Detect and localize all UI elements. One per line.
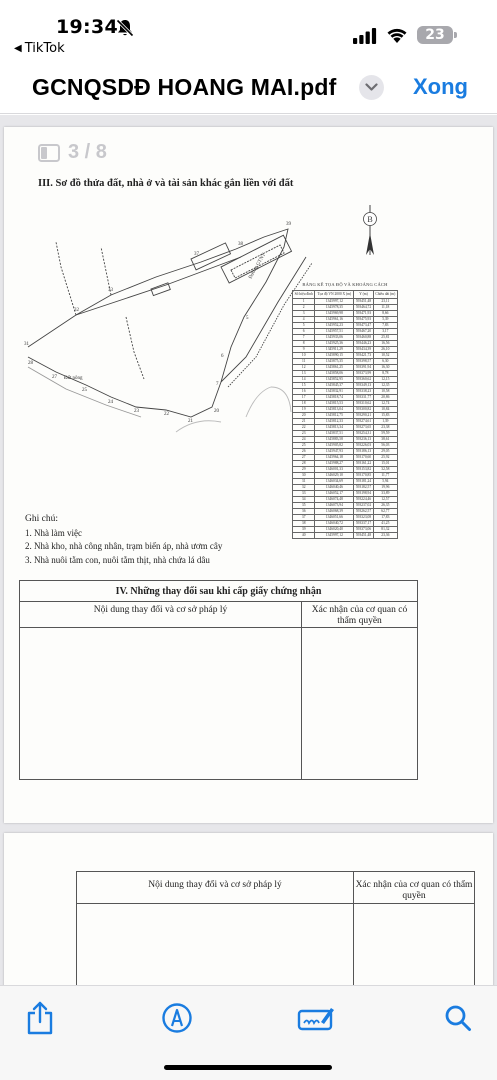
coordinate-table-cell: 1345969,98 [315,311,354,317]
coordinate-table-cell: 593421,73 [354,353,373,359]
back-triangle-icon: ◀ [14,43,22,54]
coordinate-table-cell: 22 [293,425,315,431]
svg-text:22: 22 [164,412,169,417]
svg-text:38: 38 [238,242,243,247]
coordinate-table-cell: 593373,99 [354,371,373,377]
coordinate-table-cell: 593349,13 [354,383,373,389]
coordinate-table-wrap [292,282,398,539]
coordinate-table-cell: 6 [293,329,315,335]
coordinate-table-cell: 5,39 [373,317,397,323]
note-item: 2. Nhà kho, nhà công nhân, trạm biến áp, nhà ươm cây [25,541,223,551]
coordinate-table-cell: 593398,57 [354,359,373,365]
coordinate-table-cell: 593464,72 [354,305,373,311]
coordinate-table-cell: 1345883,58 [315,437,354,443]
svg-text:31: 31 [24,342,29,347]
svg-text:Đường GTNT: Đường GTNT [248,252,268,280]
coordinate-table-cell: 593226,03 [354,443,373,449]
coordinate-table-cell: 593446,23 [354,341,373,347]
svg-text:28: 28 [28,361,33,366]
coordinate-table-cell: 17 [293,395,315,401]
markup-button[interactable] [157,998,197,1038]
coordinate-table-cell: 20,86 [373,395,397,401]
coordinate-table-cell: 593262,57 [354,509,373,515]
svg-text:39: 39 [286,222,291,227]
signal-icon [353,28,377,44]
document-title[interactable]: GCNQSDĐ HOANG MAI.pdf [32,74,337,100]
coordinate-table-cell: 1345997,12 [315,299,354,305]
bell-slash-icon [115,18,135,38]
coordinate-table-cell: 593198,94 [354,491,373,497]
coordinate-table-cell: 59,59 [373,431,397,437]
share-icon [25,1001,55,1035]
coordinate-table-cell: 39 [293,527,315,533]
page-indicator-label: 3 / 8 [68,141,107,163]
coordinate-table-cell: 593451,48 [354,299,373,305]
coordinate-table-cell: 1345957,51 [315,329,354,335]
coordinate-table-cell: 25 [293,443,315,449]
coordinate-table-cell: 1346074,48 [315,497,354,503]
coordinate-table-cell: 15,83 [373,413,397,419]
svg-text:20: 20 [214,409,219,414]
coordinate-table-cell: 12,74 [373,401,397,407]
changes-col-confirmation: Xác nhận của cơ quan có thẩm quyền [302,602,418,628]
coordinate-table-cell: 32 [293,485,315,491]
coordinate-table-cell: 12 [293,365,315,371]
svg-text:6: 6 [221,354,224,359]
coordinate-table-cell: 6,30 [373,359,397,365]
coordinate-table-cell: 19 [293,407,315,413]
coordinate-table-cell: 1345832,91 [315,389,354,395]
coordinate-table-cell: 35 [293,503,315,509]
coordinate-table-cell: 1345858,06 [315,371,354,377]
coordinate-table-cell: 1345890,15 [315,353,354,359]
changes-cell-content [20,628,302,780]
coordinate-table-cell: 593237,02 [354,503,373,509]
coordinate-table-cell: 7,83 [373,323,397,329]
coordinate-table-cell: 593181,24 [354,479,373,485]
coordinate-table-cell: 593451,48 [354,533,373,539]
coordinate-table-cell: 8,66 [373,311,397,317]
back-to-app-link[interactable] [14,41,65,56]
coordinate-table-cell: 17,83 [373,515,397,521]
status-time: 19:34 [56,16,118,38]
coordinate-table-cell: 31 [293,479,315,485]
home-indicator[interactable] [164,1065,332,1070]
coordinate-table-cell: 1345905,82 [315,443,354,449]
coordinate-table-cell: 593161,22 [354,461,373,467]
coordinate-table-cell: 29 [293,467,315,473]
coordinate-table-cell: 1345852,95 [315,377,354,383]
coordinate-table-cell: 26,35 [373,503,397,509]
coordinate-table-cell: 1345861,25 [315,365,354,371]
coordinate-table-cell: 593273,65 [354,425,373,431]
status-bar [0,0,497,62]
coordinate-table-cell: 593254,31 [354,431,373,437]
coordinate-table-cell: 25,92 [373,455,397,461]
coordinate-table-header: Tọa độ VN 2000 X (m) [315,291,354,299]
coordinate-table-cell: 37 [293,515,315,521]
coordinate-table-cell: 10,84 [373,407,397,413]
coordinate-table-cell: 593391,94 [354,365,373,371]
coordinate-table-cell: 1346052,17 [315,491,354,497]
changes-col-content: Nội dung thay đổi và cơ sở pháp lý [20,602,302,628]
land-plot-map [16,207,316,457]
coordinate-table-cell: 12,15 [373,377,397,383]
pdf-page-4 [4,833,493,985]
coordinate-table-cell: 593467,20 [354,329,373,335]
coordinate-table-cell: 593471,93 [354,311,373,317]
coordinate-table-cell: 593170,60 [354,455,373,461]
markup-pen-icon [161,1002,193,1034]
coordinate-table-cell: 593475,93 [354,317,373,323]
coordinate-table-cell: 1346001,33 [315,467,354,473]
coordinate-table-cell: 593360,62 [354,377,373,383]
coordinate-table-cell: 1 [293,299,315,305]
coordinate-table-cell: 1345812,33 [315,419,354,425]
coordinate-table-cell: 9 [293,347,315,353]
coordinate-table-cell: 7 [293,335,315,341]
section-title: III. Sơ đồ thửa đất, nhà ở và tài sản khác gắn liền với đất [38,178,294,189]
coordinate-table-cell: 10,58 [373,389,397,395]
coordinate-table-cell: 593323,08 [354,515,373,521]
coordinate-table-cell: 1345845,37 [315,383,354,389]
coordinate-table-cell: 1345933,06 [315,335,354,341]
coordinate-table-cell: 1345812,75 [315,413,354,419]
coordinate-table-caption: BẢNG KÊ TỌA ĐỘ VÀ KHOẢNG CÁCH [302,282,388,287]
wifi-icon [385,25,409,44]
svg-text:27: 27 [52,375,57,380]
coordinate-table-cell: 20 [293,413,315,419]
coordinate-table-cell: 1345978,35 [315,305,354,311]
changes-cell-content [77,904,354,986]
battery-icon: 23 [417,26,453,44]
coordinate-table-cell: 1346040,72 [315,521,354,527]
coordinate-table-cell: 1,39 [373,419,397,425]
coordinate-table-cell: 1345815,53 [315,401,354,407]
coordinate-table-cell: 593460,88 [354,335,373,341]
coordinate-table-cell: 33,89 [373,491,397,497]
coordinate-table-cell: 12,57 [373,497,397,503]
coordinate-table-cell: 5 [293,323,315,329]
coordinate-table-cell: 33 [293,491,315,497]
coordinate-table-cell: 593236,13 [354,437,373,443]
coordinate-table-cell: 1345997,12 [315,533,354,539]
signature-button[interactable] [296,998,336,1038]
coordinate-table-cell: 593274,61 [354,419,373,425]
coordinate-table-cell: 3 [293,311,315,317]
chevron-down-icon [365,83,378,92]
coordinate-table-cell: 1345813,34 [315,425,354,431]
coordinate-table-cell: 3,17 [373,329,397,335]
svg-text:37: 37 [194,252,199,257]
coordinate-table-cell: 593373,06 [354,527,373,533]
coordinate-table-cell: 16,30 [373,365,397,371]
coordinate-table-cell: 593182,57 [354,485,373,491]
coordinate-table-header: Chiều dài (m) [373,291,397,299]
changes-cell-confirmation [354,904,475,986]
coordinate-table-cell: 15,01 [373,461,397,467]
coordinate-table-row [293,533,398,539]
coordinate-table-header: Số hiệu đỉnh [293,291,315,299]
coordinate-table-cell: 26 [293,449,315,455]
coordinate-table-cell: 1345947,93 [315,449,354,455]
coordinate-table-cell: 40 [293,533,315,539]
coordinate-table-cell: 5,94 [373,479,397,485]
coordinate-table-cell: 12,35 [373,383,397,389]
coordinate-table-cell: 11,77 [373,473,397,479]
coordinate-table-cell: 81,32 [373,527,397,533]
coordinate-table-cell: 1346020,40 [315,527,354,533]
coordinate-table-cell: 1345837,51 [315,431,354,437]
coordinate-table-cell: 15 [293,383,315,389]
coordinate-table-cell: 1345952,23 [315,323,354,329]
back-app-label: TikTok [24,41,65,56]
coordinate-table-cell: 1345818,74 [315,395,354,401]
nav-header [0,62,497,114]
svg-text:5: 5 [246,316,249,321]
coordinate-table-cell: 10,52 [373,353,397,359]
changes-cell-confirmation [302,628,418,780]
share-button[interactable] [20,998,60,1038]
changes-col-content: Nội dung thay đổi và cơ sở pháp lý [77,872,354,904]
coordinate-table-cell: 27 [293,455,315,461]
title-menu-button[interactable] [359,75,384,100]
coordinate-table-cell: 1346073,94 [315,503,354,509]
svg-text:21: 21 [188,419,193,424]
coordinate-table-cell: 25,81 [373,335,397,341]
coordinate-table-cell: 38,61 [373,437,397,443]
coordinate-table-cell: 1345875,35 [315,359,354,365]
coordinate-table-cell: 1345961,16 [315,317,354,323]
coordinate-table-cell: 19,96 [373,485,397,491]
coordinate-table-cell: 11 [293,359,315,365]
signature-icon [297,1004,335,1032]
coordinate-table-cell: 23,36 [373,533,397,539]
document-viewer[interactable] [0,115,497,985]
coordinate-table-cell: 14 [293,377,315,383]
coordinate-table-cell: 32,58 [373,467,397,473]
coordinate-table-cell: 593337,17 [354,521,373,527]
coordinate-table-cell: 593473,47 [354,323,373,329]
coordinate-table-cell: 1346034,69 [315,479,354,485]
svg-text:25: 25 [82,388,87,393]
coordinate-table-cell: 1345925,36 [315,341,354,347]
coordinate-table-cell: 38 [293,521,315,527]
coordinate-table-cell: 593331,77 [354,395,373,401]
sidebar-thumbnails-icon [38,144,60,162]
svg-text:33: 33 [108,288,113,293]
coordinate-table-cell: 593300,82 [354,407,373,413]
svg-text:7: 7 [216,382,219,387]
coordinate-table-cell: 23,38 [373,425,397,431]
coordinate-table-cell: 23 [293,431,315,437]
changes-table [19,580,418,780]
compass-label: B [367,215,373,224]
coordinate-table-cell: 10 [293,353,315,359]
coordinate-table-cell: 593224,46 [354,497,373,503]
coordinate-table-cell: 1345813,04 [315,407,354,413]
coordinate-table-cell: 13 [293,371,315,377]
svg-text:32: 32 [74,308,79,313]
svg-text:Đất nông: Đất nông [64,376,83,381]
search-icon [444,1004,472,1032]
coordinate-table-cell: 1346051,66 [315,515,354,521]
coordinate-table-cell: 593153,82 [354,467,373,473]
coordinate-table-cell: 41,25 [373,521,397,527]
note-item: 3. Nhà nuôi tằm con, nuôi tằm thịt, nhà chứa lá dâu [25,554,210,565]
coordinate-table-cell: 593186,13 [354,449,373,455]
changes-col-confirmation: Xác nhận của cơ quan có thẩm quyền [354,872,475,904]
coordinate-table-cell: 1345911,29 [315,347,354,353]
pdf-page-3 [4,127,493,823]
changes-table-heading: IV. Những thay đổi sau khi cấp giấy chứng nhận [20,581,418,602]
coordinate-table [292,290,398,539]
page-indicator[interactable] [38,141,107,164]
coordinate-table-cell: 1345988,27 [315,461,354,467]
coordinate-table-cell: 2 [293,305,315,311]
coordinate-table-cell: 4 [293,317,315,323]
coordinate-table-cell: 16 [293,389,315,395]
coordinate-table-cell: 30 [293,473,315,479]
north-arrow-icon [360,205,380,257]
coordinate-table-cell: 24 [293,437,315,443]
coordinate-table-cell: 1346040,46 [315,485,354,491]
search-button[interactable] [438,998,478,1038]
coordinate-table-cell: 593338,23 [354,389,373,395]
coordinate-table-cell: 16,56 [373,341,397,347]
coordinate-table-cell: 593310,62 [354,401,373,407]
svg-text:24: 24 [108,400,113,405]
coordinate-table-cell: 34 [293,497,315,503]
changes-table-continued [76,871,475,985]
coordinate-table-cell: 18 [293,401,315,407]
notes [25,513,222,567]
note-item: 1. Nhà làm việc [25,527,82,538]
coordinate-table-cell: 36 [293,509,315,515]
notes-title: Ghi chú: [25,514,58,524]
coordinate-table-cell: 62,77 [373,509,397,515]
coordinate-table-cell: 11,18 [373,305,397,311]
coordinate-table-cell: 56,03 [373,443,397,449]
coordinate-table-header: Y (m) [354,291,373,299]
coordinate-table-cell: 28 [293,461,315,467]
coordinate-table-cell: 1346068,39 [315,509,354,515]
coordinate-table-cell: 23,11 [373,299,397,305]
coordinate-table-cell: 8 [293,341,315,347]
coordinate-table-cell: 1345964,18 [315,455,354,461]
coordinate-table-cell: 8,78 [373,371,397,377]
coordinate-table-cell: 26,10 [373,347,397,353]
svg-text:23: 23 [134,409,139,414]
coordinate-table-cell: 29,05 [373,449,397,455]
coordinate-table-cell: 21 [293,419,315,425]
coordinate-table-cell: 1346029,10 [315,473,354,479]
coordinate-table-cell: 593434,39 [354,347,373,353]
done-button[interactable]: Xong [413,74,468,99]
coordinate-table-cell: 593290,21 [354,413,373,419]
coordinate-table-cell: 593170,85 [354,473,373,479]
